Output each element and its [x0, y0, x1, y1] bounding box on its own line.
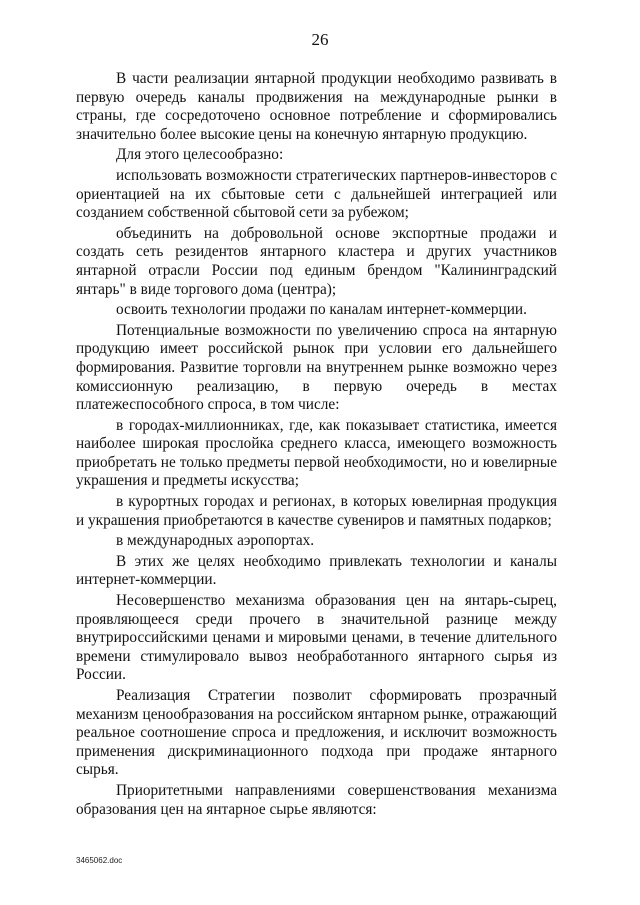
paragraph: Реализация Стратегии позволит сформировать прозрачный механизм ценообразования на российском янтарном рынке, отражающий реальное соотношение спроса и предложения, и исключит возможность применения дискриминационного подхода при продаже янтарного сырья. — [76, 687, 557, 779]
document-file-id: 3465062.doc — [76, 856, 123, 865]
paragraph: В части реализации янтарной продукции необходимо развивать в первую очередь каналы продвижения на международные рынки в страны, где сосредоточено основное потребление и сформировались значительно более высокие цены на конечную янтарную продукцию. — [76, 70, 557, 143]
paragraph: объединить на добровольной основе экспортные продажи и создать сеть резидентов янтарного кластера и других участников янтарной отрасли России под единым брендом "Калининградский янтарь" в виде торгового дома (центра); — [76, 224, 557, 298]
paragraph: в курортных городах и регионах, в которых ювелирная продукция и украшения приобретаются в качестве сувениров и памятных подарков; — [76, 493, 557, 529]
paragraph: Потенциальные возможности по увеличению спроса на янтарную продукцию имеет российской рынок при условии его дальнейшего формирования. Развитие торговли на внутреннем рынке возможно через комиссионную реализацию, в первую очередь в местах платежеспособного спроса, в том числе: — [76, 321, 557, 414]
page-number: 26 — [311, 30, 329, 49]
document-body — [76, 70, 557, 821]
paragraph: В этих же целях необходимо привлекать технологии и каналы интернет-коммерции. — [76, 552, 557, 589]
paragraph: использовать возможности стратегических партнеров-инвесторов с ориентацией на их сбытовые сети с дальнейшей интеграцией или созданием собственной сбытовой сети за рубежом; — [76, 166, 557, 222]
paragraph: Для этого целесообразно: — [116, 146, 284, 164]
paragraph: Приоритетными направлениями совершенствования механизма образования цен на янтарное сырье являются: — [76, 781, 557, 818]
paragraph: Несовершенство механизма образования цен на янтарь-сырец, проявляющееся среди прочего в значительной разнице между внутрироссийскими ценами и мировыми ценами, в течение длительного времени стимулировало вывоз необработанного янтарного сырья из России. — [76, 592, 557, 684]
paragraph: в городах-миллионниках, где, как показывает статистика, имеется наиболее широкая прослойка среднего класса, имеющего возможность приобретать не только предметы первой необходимости, но и ювелирные украшения и предметы искусства; — [76, 416, 557, 490]
paragraph: в международных аэропортах. — [116, 532, 315, 550]
paragraph: освоить технологии продажи по каналам интернет-коммерции. — [116, 301, 527, 319]
